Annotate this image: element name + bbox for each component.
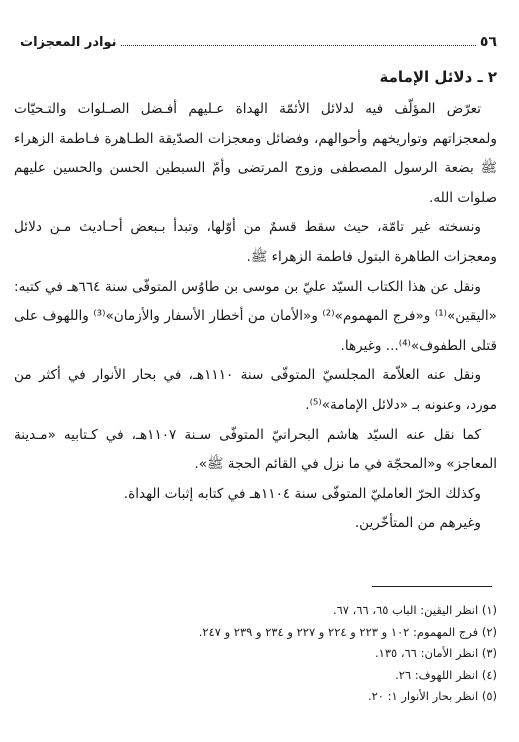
footnote-separator bbox=[372, 586, 492, 587]
footnote: (٣) انظر الأمان: ٦٦، ١٣٥. bbox=[375, 646, 497, 660]
paragraph: وكذلك الحرّ العامليّ المتوفّى سنة ١١٠٤هـ في كتابه إثبات الهداة. bbox=[123, 485, 481, 502]
paragraph: تعرّض المؤلّف فيه لدلائل الأئمّة الهداة عـليهم أفـضل الصـلوات والتـحيّات ولمعجزاتهم وتواريخهم وأحوالهم، وفضائل ومعجزات الصدّيقة الطـاهرة فـاطمة الزهراء ﷺ بضعة الرسول المصطفى وزوج المرتضى وأمّ السبطين الحسن والحسين عليهم صلوات الله. bbox=[14, 101, 497, 206]
footnotes bbox=[14, 600, 497, 708]
paragraph: وغيرهم من المتأخّرين. bbox=[354, 515, 481, 532]
footnote: (١) انظر اليقين: الباب ٦٥، ٦٦، ٦٧. bbox=[332, 603, 497, 617]
header-leader-dots bbox=[121, 45, 476, 46]
running-header bbox=[14, 30, 497, 50]
page-number: ٥٦ bbox=[479, 34, 497, 50]
footnote: (٤) انظر اللهوف: ٢٦. bbox=[395, 667, 497, 682]
paragraph: ونسخته غير تامّة، حيث سقط قسمٌ من أوّلها، وتبدأ بـبعض أحـاديث مـن دلائل ومعجزات الطاهرة البتول فاطمة الزهراء ﷺ. bbox=[14, 219, 497, 265]
footnote: (٥) انظر بحار الأنوار ١: ٢٠. bbox=[367, 689, 497, 703]
footnote: (٢) فرج المهموم: ١٠٢ و ٢٢٣ و ٢٢٤ و ٢٢٧ و ٢٣٤ و ٢٣٩ و ٢٤٧. bbox=[198, 624, 497, 639]
paragraph: ونقل عن هذا الكتاب السيّد عليّ بن موسى بن طاوُس المتوفّى سنة ٦٦٤هـ في كتبه: «اليقين»⁽¹⁾ و«فرج المهموم»⁽²⁾ و«الأمان من أخطار الأسفار والأزمان»⁽³⁾ واللهوف على قتلى الطفوف»⁽⁴⁾... وغيرها. bbox=[14, 278, 497, 354]
paragraph: ونقل عنه العلاّمة المجلسيّ المتوفّى سنة ١١١٠هـ، في بحار الأنوار في أكثر من مورد، وعنونه بـ «دلائل الإمامة»⁽⁵⁾. bbox=[14, 367, 497, 413]
book-title: نوادر المعجزات bbox=[20, 35, 117, 50]
paragraph: كما نقل عنه السيّد هاشم البحرانيّ المتوفّى سـنة ١١٠٧هـ، في كـتابيه «مـدينة المعاجز» و«المحجّة في ما نزل في القائم الحجة ﷺ». bbox=[14, 426, 497, 473]
body-text bbox=[14, 95, 497, 539]
section-heading: ٢ ـ دلائل الإمامة bbox=[379, 68, 497, 86]
